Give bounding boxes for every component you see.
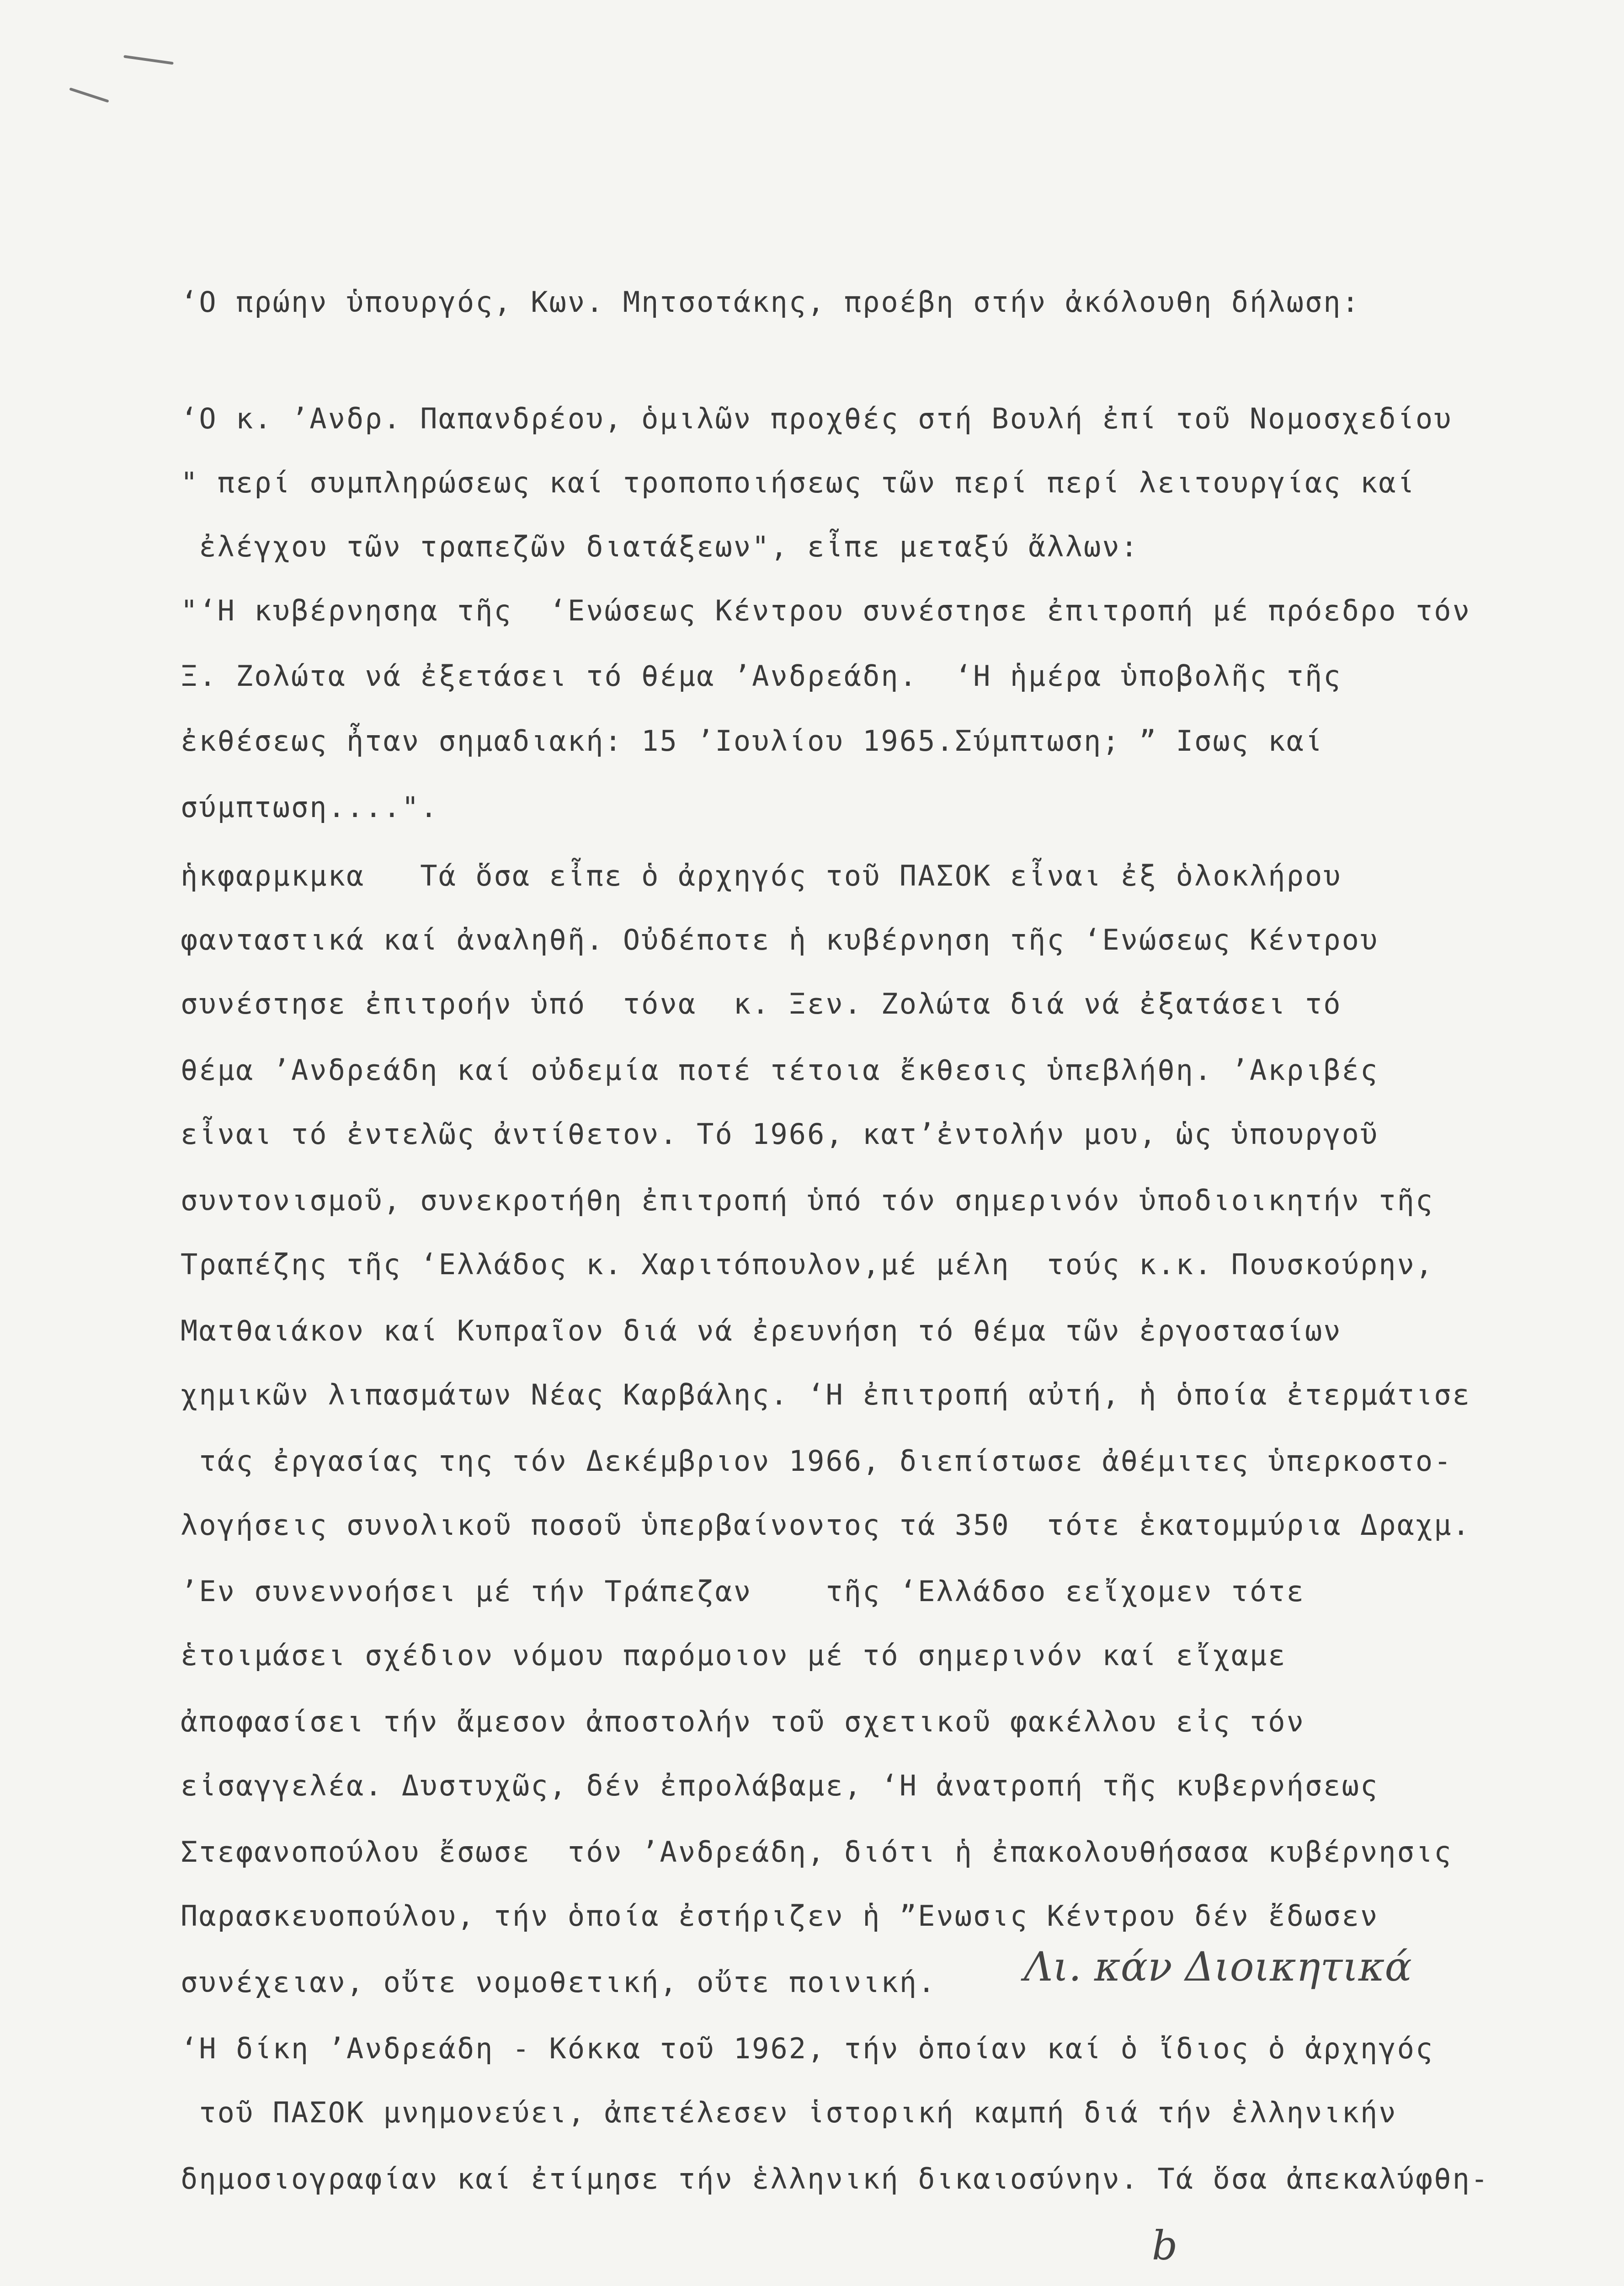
- text-line: θέμα ’Ανδρεάδη καί οὐδεμία ποτέ τέτοια ἔκθεσις ὑπεβλήθη. ’Ακριβές: [181, 1053, 1379, 1087]
- corner-pen-mark: [69, 87, 109, 103]
- text-line: "‘Η κυβέρνησηα τῆς ‘Ενώσεως Κέντρου συνέστησε ἐπιτροπή μέ πρόεδρο τόν: [181, 594, 1471, 627]
- text-line: συνέχειαν, οὔτε νομοθετική, οὔτε ποινική.: [181, 1966, 937, 1999]
- text-line: τάς ἐργασίας της τόν Δεκέμβριον 1966, διεπίστωσε ἀθέμιτες ὑπερκοστο-: [181, 1444, 1453, 1478]
- text-line: τοῦ ΠΑΣΟΚ μνημονεύει, ἀπετέλεσεν ἱστορική καμπή διά τήν ἑλληνικήν: [181, 2096, 1397, 2129]
- text-line: συνέστησε ἐπιτροήν ὑπό τόνα κ. Ξεν. Ζολώτα διά νά ἐξατάσει τό: [181, 987, 1342, 1020]
- text-line: Ξ. Ζολώτα νά ἐξετάσει τό θέμα ’Ανδρεάδη. ‘Η ἡμέρα ὑποβολῆς τῆς: [181, 659, 1342, 693]
- text-line: ἐλέγχου τῶν τραπεζῶν διατάξεων", εἶπε μεταξύ ἄλλων:: [181, 530, 1139, 563]
- text-line: ἑτοιμάσει σχέδιον νόμου παρόμοιον μέ τό σημερινόν καί εἴχαμε: [181, 1639, 1287, 1672]
- text-line: ’Εν συνεννοήσει μέ τήν Τράπεζαν τῆς ‘Ελλάδσο εεἴχομεν τότε: [181, 1575, 1305, 1608]
- text-line: λογήσεις συνολικοῦ ποσοῦ ὑπερβαίνοντος τά 350 τότε ἑκατομμύρια Δραχμ.: [181, 1508, 1471, 1542]
- text-line: " περί συμπληρώσεως καί τροποποιήσεως τῶν περί περί λειτουργίας καί: [181, 466, 1416, 499]
- text-line: εἰσαγγελέα. Δυστυχῶς, δέν ἐπρολάβαμε, ‘Η ἀνατροπή τῆς κυβερνήσεως: [181, 1769, 1379, 1802]
- text-line: Τραπέζης τῆς ‘Ελλάδος κ. Χαριτόπουλον,μέ μέλη τούς κ.κ. Πουσκούρην,: [181, 1248, 1434, 1281]
- text-line: ‘Ο πρώην ὑπουργός, Κων. Μητσοτάκης, προέβη στήν ἀκόλουθη δήλωση:: [181, 285, 1360, 319]
- text-line: συντονισμοῦ, συνεκροτήθη ἐπιτροπή ὑπό τόν σημερινόν ὑποδιοικητήν τῆς: [181, 1184, 1434, 1217]
- text-line: Παρασκευοπούλου, τήν ὁποία ἐστήριζεν ἡ ”Ενωσις Κέντρου δέν ἔδωσεν: [181, 1899, 1379, 1933]
- text-line: ἐκθέσεως ἦταν σημαδιακή: 15 ’Ιουλίου 1965.Σύμπτωση; ” Ισως καί: [181, 724, 1324, 758]
- text-line: δημοσιογραφίαν καί ἐτίμησε τήν ἑλληνική δικαιοσύνην. Τά ὅσα ἀπεκαλύφθη-: [181, 2162, 1490, 2195]
- text-line: εἶναι τό ἐντελῶς ἀντίθετον. Τό 1966, κατ’ἐντολήν μου, ὡς ὑπουργοῦ: [181, 1117, 1379, 1151]
- text-line: Ματθαιάκον καί Κυπραῖον διά νά ἐρευνήση τό θέμα τῶν ἐργοστασίων: [181, 1314, 1342, 1347]
- corner-pen-mark: [123, 55, 174, 64]
- text-line: ἡκφαρμκμκα Τά ὅσα εἶπε ὁ ἀρχηγός τοῦ ΠΑΣΟΚ εἶναι ἐξ ὁλοκλήρου: [181, 859, 1342, 892]
- text-line: φανταστικά καί ἀναληθῆ. Οὐδέποτε ἡ κυβέρνηση τῆς ‘Ενώσεως Κέντρου: [181, 923, 1379, 956]
- text-line: σύμπτωση....".: [181, 790, 439, 824]
- text-line: χημικῶν λιπασμάτων Νέας Καρβάλης. ‘Η ἐπιτροπή αὐτή, ἡ ὁποία ἐτερμάτισε: [181, 1378, 1471, 1411]
- text-line: ‘Η δίκη ’Ανδρεάδη - Κόκκα τοῦ 1962, τήν ὁποίαν καί ὁ ἴδιος ὁ ἀρχηγός: [181, 2032, 1434, 2065]
- handwritten-insert: Λι. κάν Διοικητικά: [1024, 1943, 1412, 1990]
- text-line: ἀποφασίσει τήν ἄμεσον ἀποστολήν τοῦ σχετικοῦ φακέλλου εἰς τόν: [181, 1705, 1305, 1738]
- text-line: Στεφανοπούλου ἔσωσε τόν ’Ανδρεάδη, διότι ἡ ἐπακολουθήσασα κυβέρνησις: [181, 1835, 1453, 1869]
- handwritten-footer-mark: b: [1152, 2222, 1178, 2269]
- text-line: ‘Ο κ. ’Ανδρ. Παπανδρέου, ὁμιλῶν προχθές στή Βουλή ἐπί τοῦ Νομοσχεδίου: [181, 402, 1453, 435]
